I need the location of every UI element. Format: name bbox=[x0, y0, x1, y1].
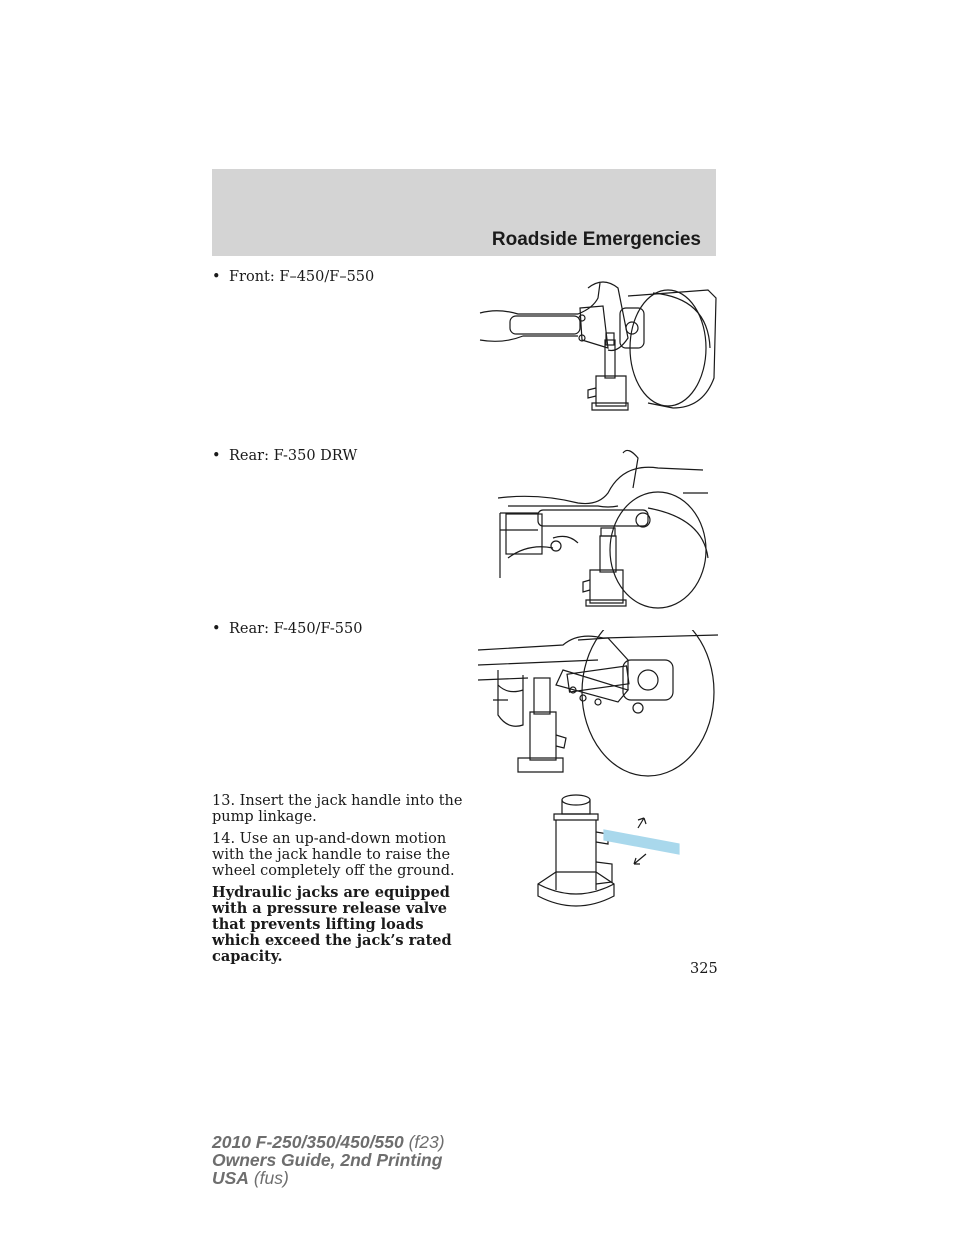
footer-region-line bbox=[212, 1169, 445, 1187]
step-13: 13. Insert the jack handle into the pump linkage. bbox=[212, 793, 463, 825]
bullet-symbol: • bbox=[212, 621, 221, 637]
footer-model-code: (f23) bbox=[408, 1132, 445, 1152]
warning-note: Hydraulic jacks are equipped with a pressure release valve that prevents lifting loads which exceed the jack’s rated capacity. bbox=[212, 884, 452, 965]
rear-f350-drw-jack-illustration bbox=[498, 448, 710, 610]
page-number: 325 bbox=[690, 961, 718, 977]
section-header-band bbox=[212, 169, 716, 256]
bottle-jack-handle-illustration bbox=[534, 792, 684, 914]
step-14: 14. Use an up-and-down motion with the jack handle to raise the wheel completely off the ground. bbox=[212, 831, 455, 879]
bullet-symbol: • bbox=[212, 269, 221, 285]
bullet-label: Rear: F-350 DRW bbox=[229, 448, 358, 464]
bullet-label: Rear: F-450/F-550 bbox=[229, 621, 363, 637]
bullet-symbol: • bbox=[212, 448, 221, 464]
footer-region-code: (fus) bbox=[253, 1168, 289, 1188]
rear-f450-f550-jack-illustration bbox=[478, 630, 718, 778]
bullet-front-f450-f550 bbox=[212, 269, 374, 285]
document-footer bbox=[212, 1133, 445, 1187]
section-title: Roadside Emergencies bbox=[491, 229, 701, 250]
footer-region: USA bbox=[212, 1168, 249, 1188]
footer-model: 2010 F-250/350/450/550 bbox=[212, 1132, 404, 1152]
front-axle-jack-illustration bbox=[478, 278, 718, 413]
footer-guide: Owners Guide, 2nd Printing bbox=[212, 1150, 443, 1170]
footer-model-line bbox=[212, 1133, 445, 1151]
bullet-rear-f350-drw bbox=[212, 448, 357, 464]
bullet-rear-f450-f550 bbox=[212, 621, 362, 637]
bullet-label: Front: F–450/F–550 bbox=[229, 269, 375, 285]
footer-guide-line bbox=[212, 1151, 445, 1169]
instruction-steps bbox=[212, 793, 467, 971]
